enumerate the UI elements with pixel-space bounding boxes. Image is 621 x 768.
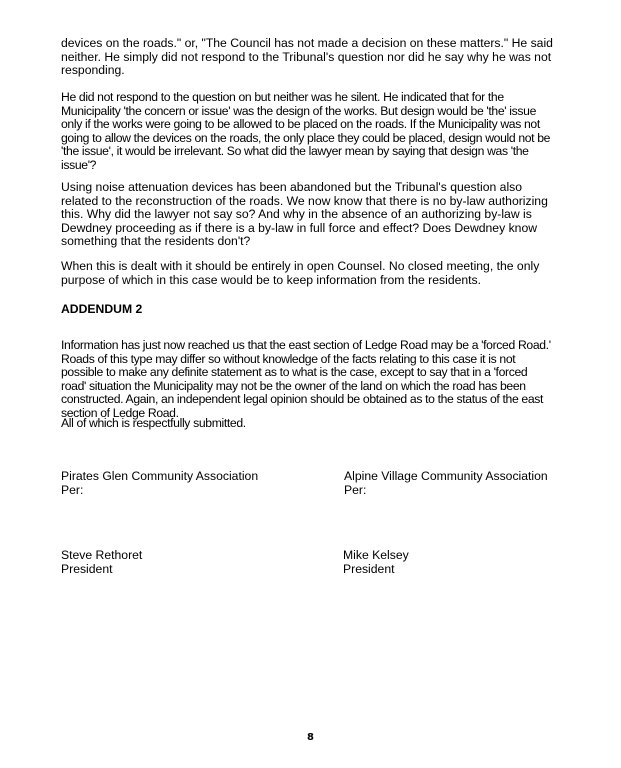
paragraph-noise-attenuation: Using noise attenuation devices has been abandoned but the Tribunal's question also related to the reconstruction of the roads. We now know that there is no by-law authorizing this. Why did the lawyer not say so? And why in the absence of an authorizing by-law is Dewdney proceeding as if there is a by-law in full force and effect? Does Dewdney know something that the residents don't? (61, 180, 548, 249)
per-label: Per: (344, 483, 367, 497)
organization-name: Alpine Village Community Association (344, 469, 548, 483)
signatory-title: President (343, 562, 395, 576)
signatory-left (61, 548, 142, 576)
addendum-heading: ADDENDUM 2 (61, 302, 143, 316)
signatory-name: Steve Rethoret (61, 548, 143, 562)
signature-block-left (61, 469, 258, 497)
signatory-title: President (61, 562, 113, 576)
page-number: 8 (307, 732, 314, 743)
per-label: Per: (61, 483, 84, 497)
paragraph-design-issue: He did not respond to the question on but neither was he silent. He indicated that for the Municipality 'the concern or issue' was the design of the works. But design would be 'the' issue only if the works were going to be allowed to be placed on the roads. If the Municipality was not going to allow the devices on the roads, the only place they could be placed, design would not be 'the issue', it would be irrelevant. So what did the lawyer mean by saying that design was 'the issue'? (61, 90, 551, 172)
paragraph-forced-road: Information has just now reached us that the east section of Ledge Road may be a 'forced Road.' Roads of this type may differ so without knowledge of the facts relating to this case it is not possible to make any definite statement as to what is the case, except to say that in a 'forced road' situation the Municipality may not be the owner of the land on which the road has been constructed. Again, an independent legal opinion should be obtained as to the status of the east section of Ledge Road. (61, 338, 551, 420)
signatory-name: Mike Kelsey (343, 548, 409, 562)
paragraph-open-counsel: When this is dealt with it should be entirely in open Counsel. No closed meeting, the only purpose of which in this case would be to keep information from the residents. (61, 259, 540, 287)
signatory-right (343, 548, 409, 576)
signature-block-right (344, 469, 548, 497)
organization-name: Pirates Glen Community Association (61, 469, 259, 483)
closing-statement: All of which is respectfully submitted. (61, 416, 246, 430)
paragraph-council-response: devices on the roads." or, "The Council has not made a decision on these matters." He said neither. He simply did not respond to the Tribunal's question nor did he say why he was not responding. (61, 36, 553, 78)
